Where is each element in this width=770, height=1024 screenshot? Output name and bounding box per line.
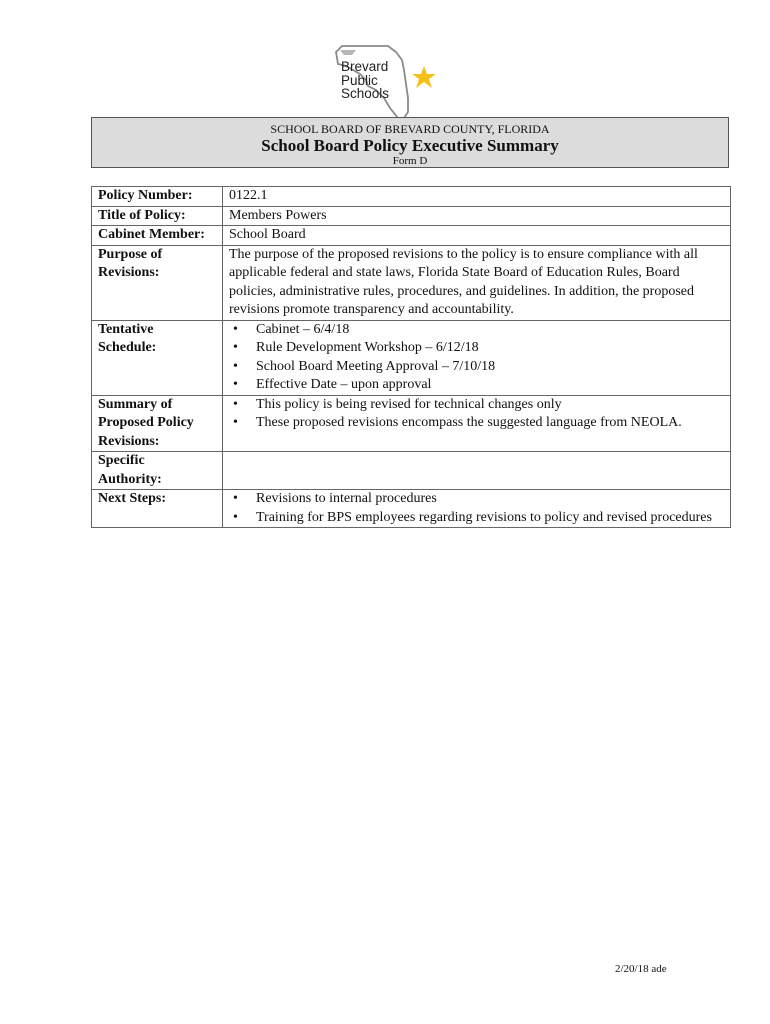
row-purpose — [92, 245, 731, 320]
label-authority — [92, 452, 223, 490]
list-item: • Revisions to internal procedures — [229, 490, 724, 509]
value-policy-number: 0122.1 — [223, 187, 731, 207]
value-title-of-policy: Members Powers — [223, 206, 731, 226]
value-schedule — [223, 320, 731, 395]
list-item: • Training for BPS employees regarding revisions to policy and revised procedures — [229, 509, 724, 528]
row-summary — [92, 395, 731, 452]
label-policy-number: Policy Number: — [92, 187, 223, 207]
document-title: School Board Policy Executive Summary — [261, 136, 559, 155]
policy-summary-table — [91, 186, 731, 528]
list-item: • School Board Meeting Approval – 7/10/18 — [229, 358, 724, 377]
list-item: • These proposed revisions encompass the suggested language from NEOLA. — [229, 414, 724, 433]
value-summary — [223, 395, 731, 452]
label-authority-line-1: Specific — [98, 453, 145, 468]
row-title-of-policy — [92, 206, 731, 226]
star-icon — [412, 66, 436, 88]
label-schedule — [92, 320, 223, 395]
list-item: • This policy is being revised for technical changes only — [229, 396, 724, 415]
label-summary-line-2: Proposed Policy — [98, 415, 194, 430]
label-purpose-line-2: Revisions: — [98, 265, 160, 280]
brevard-public-schools-logo — [332, 42, 438, 122]
list-item: • Rule Development Workshop – 6/12/18 — [229, 339, 724, 358]
label-schedule-line-2: Schedule: — [98, 340, 157, 355]
label-next-steps: Next Steps: — [92, 490, 223, 528]
value-authority — [223, 452, 731, 490]
logo-line-1: Brevard — [341, 59, 389, 74]
next-steps-list — [229, 490, 724, 527]
value-purpose: The purpose of the proposed revisions to the policy is to ensure compliance with all applicable federal and state laws, Florida State Board of Education Rules, Board policies, administrative rules, procedures, and guidelines. In addition, the proposed revisions promote transparency and accountability. — [223, 245, 731, 320]
summary-list — [229, 396, 724, 433]
list-item: • Cabinet – 6/4/18 — [229, 321, 724, 340]
value-cabinet-member: School Board — [223, 226, 731, 246]
label-authority-line-2: Authority: — [98, 471, 162, 487]
list-item: • Effective Date – upon approval — [229, 376, 724, 395]
logo-line-2: Public — [341, 72, 378, 88]
label-summary — [92, 395, 223, 452]
label-summary-line-3: Revisions: — [98, 433, 160, 449]
row-next-steps — [92, 490, 731, 528]
logo-line-3: Schools — [341, 86, 390, 101]
row-authority — [92, 452, 731, 490]
value-next-steps — [223, 490, 731, 528]
form-label: Form D — [392, 155, 428, 167]
row-schedule — [92, 320, 731, 395]
row-policy-number — [92, 187, 731, 207]
organization-name: SCHOOL BOARD OF BREVARD COUNTY, FLORIDA — [270, 122, 550, 136]
label-cabinet-member: Cabinet Member: — [92, 226, 223, 246]
label-summary-line-1: Summary of — [98, 396, 173, 412]
header-box — [91, 117, 729, 168]
label-title-of-policy: Title of Policy: — [92, 206, 223, 226]
logo-text — [341, 60, 389, 101]
label-purpose-line-1: Purpose of — [98, 246, 163, 262]
label-schedule-line-1: Tentative — [98, 321, 154, 337]
label-purpose — [92, 245, 223, 320]
schedule-list — [229, 321, 724, 395]
footer-date: 2/20/18 ade — [615, 963, 667, 975]
row-cabinet-member — [92, 226, 731, 246]
